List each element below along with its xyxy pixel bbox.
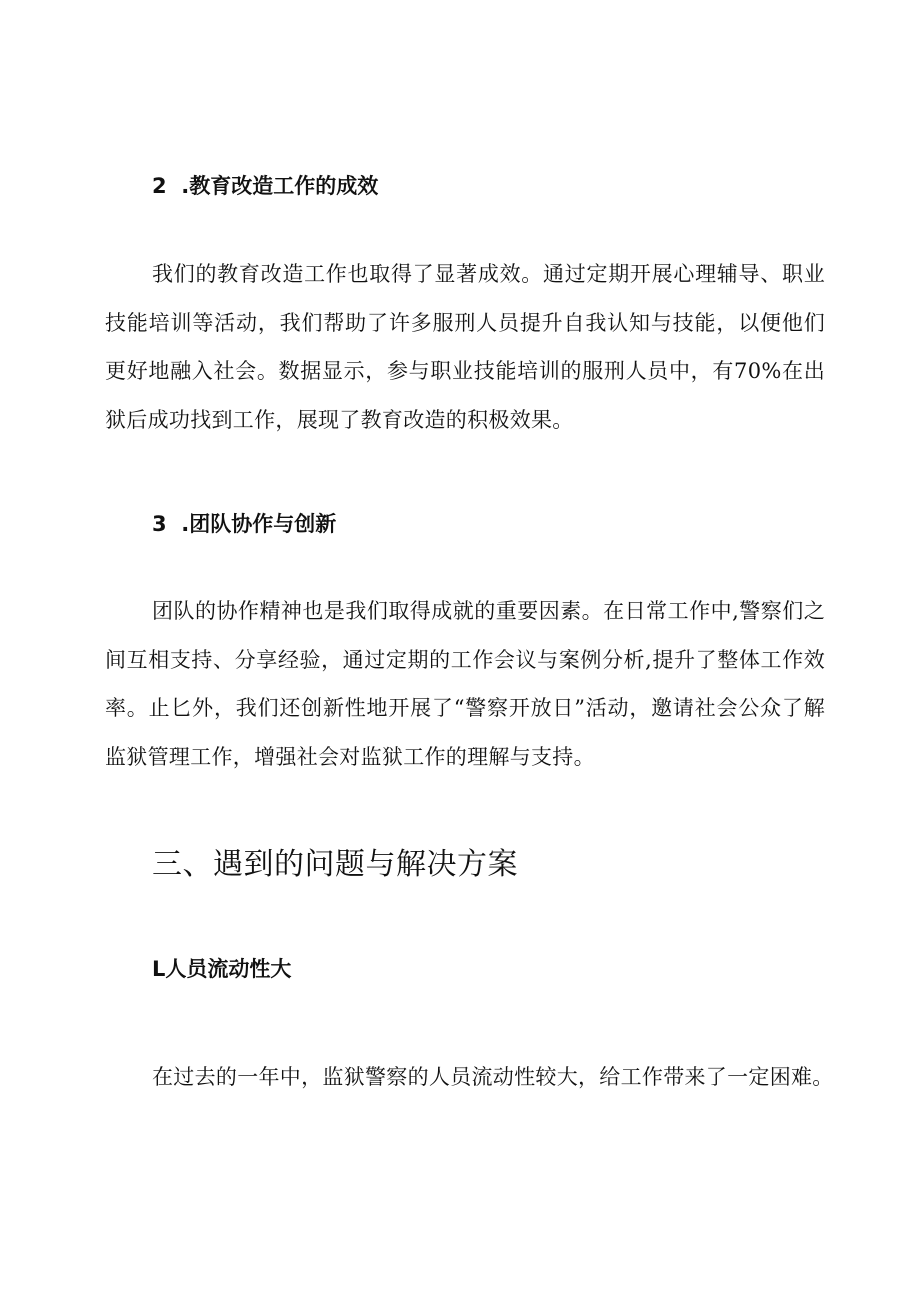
subsection-heading-staff-turnover: L人员流动性大: [152, 957, 292, 981]
paragraph-staff-turnover: 在过去的一年中，监狱警察的人员流动性较大，给工作带来了一定困难。: [152, 1065, 834, 1089]
subsection-heading-education-results: 2 .教育改造工作的成效: [152, 174, 379, 198]
subsection-heading-team-collaboration: 3 .团队协作与创新: [152, 512, 337, 536]
section-heading-problems-solutions: 三、遇到的问题与解决方案: [152, 847, 518, 882]
paragraph-education-results: 我们的教育改造工作也取得了显著成效。通过定期开展心理辅导、职业技能培训等活动，我们帮助了许多服刑人员提升自我认知与技能，以便他们更好地融入社会。数据显示，参与职业技能培训的服刑人员中，有70%在出狱后成功找到工作，展现了教育改造的积极效果。: [105, 262, 825, 433]
paragraph-team-collaboration: 团队的协作精神也是我们取得成就的重要因素。在日常工作中,警察们之间互相支持、分享经验，通过定期的工作会议与案例分析,提升了整体工作效率。止匕外，我们还创新性地开展了“警察开放日”活动，邀请社会公众了解监狱管理工作，增强社会对监狱工作的理解与支持。: [105, 599, 825, 770]
